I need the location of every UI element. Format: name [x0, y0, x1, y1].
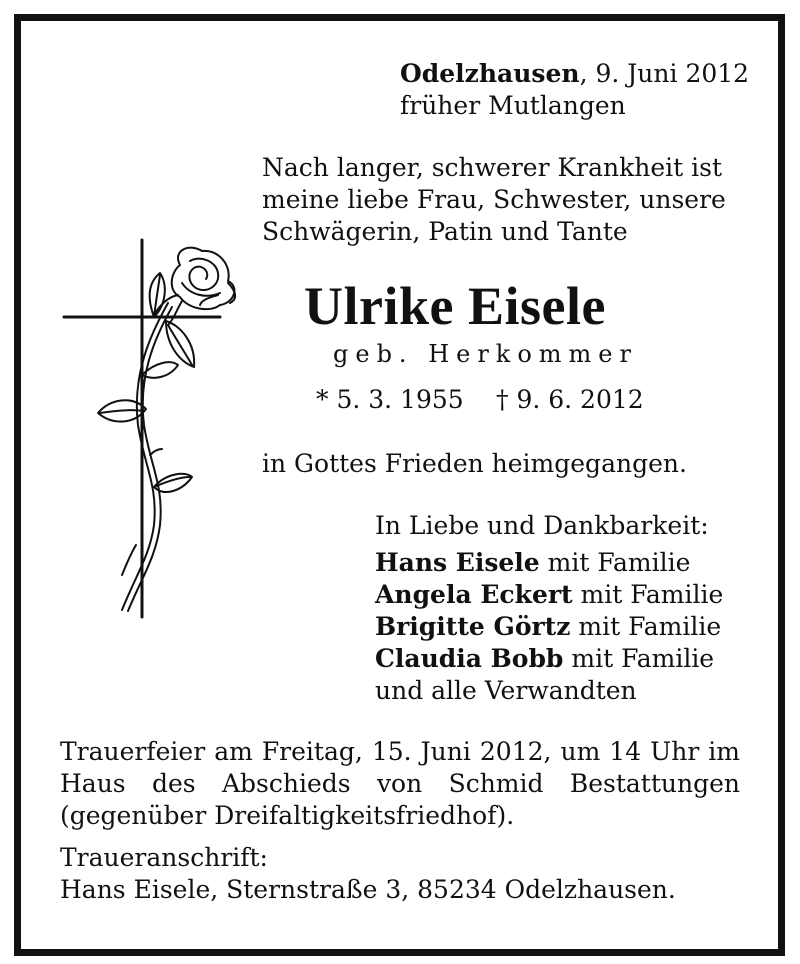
mourners-heading: In Liebe und Dankbarkeit: — [375, 511, 709, 540]
passing-text: in Gottes Frieden heimgegangen. — [262, 449, 687, 478]
intro-line-3: Schwägerin, Patin und Tante — [262, 217, 628, 246]
intro-line-1: Nach langer, schwerer Krankheit ist — [262, 153, 723, 182]
mourner-name: Claudia Bobb — [375, 644, 564, 673]
ceremony-text: Trauerfeier am Freitag, 15. Juni 2012, um 14 Uhr im Haus des Abschieds von Schmid Bestattungen (gegenüber Dreifaltigkeitsfriedhof). — [60, 737, 740, 830]
birth-date: * 5. 3. 1955 — [316, 385, 464, 414]
mourner-suffix: mit Familie — [539, 548, 691, 577]
mourner-name: Angela Eckert — [375, 580, 573, 609]
mourner-line — [375, 579, 723, 611]
birth-name: geb. Herkommer — [333, 340, 638, 368]
mourner-line — [375, 547, 690, 579]
mourner-name: Brigitte Görtz — [375, 612, 571, 641]
cross-rose-icon — [50, 225, 250, 625]
mourner-suffix: mit Familie — [572, 580, 724, 609]
mourner-name: Hans Eisele — [375, 548, 540, 577]
former-residence: früher Mutlangen — [400, 91, 626, 120]
date: , 9. Juni 2012 — [579, 59, 750, 88]
mourner-suffix: mit Familie — [563, 644, 715, 673]
mourner-suffix: mit Familie — [570, 612, 722, 641]
mourner-line — [375, 611, 721, 643]
address-line: Hans Eisele, Sternstraße 3, 85234 Odelzhausen. — [60, 875, 676, 904]
mourners-closing: und alle Verwandten — [375, 676, 637, 705]
intro-line-2: meine liebe Frau, Schwester, unsere — [262, 185, 726, 214]
place: Odelzhausen — [400, 59, 580, 88]
mourner-line — [375, 643, 714, 675]
address-label: Traueranschrift: — [60, 843, 268, 872]
deceased-name: Ulrike Eisele — [304, 276, 606, 336]
death-date: † 9. 6. 2012 — [496, 385, 644, 414]
place-date — [400, 58, 749, 90]
